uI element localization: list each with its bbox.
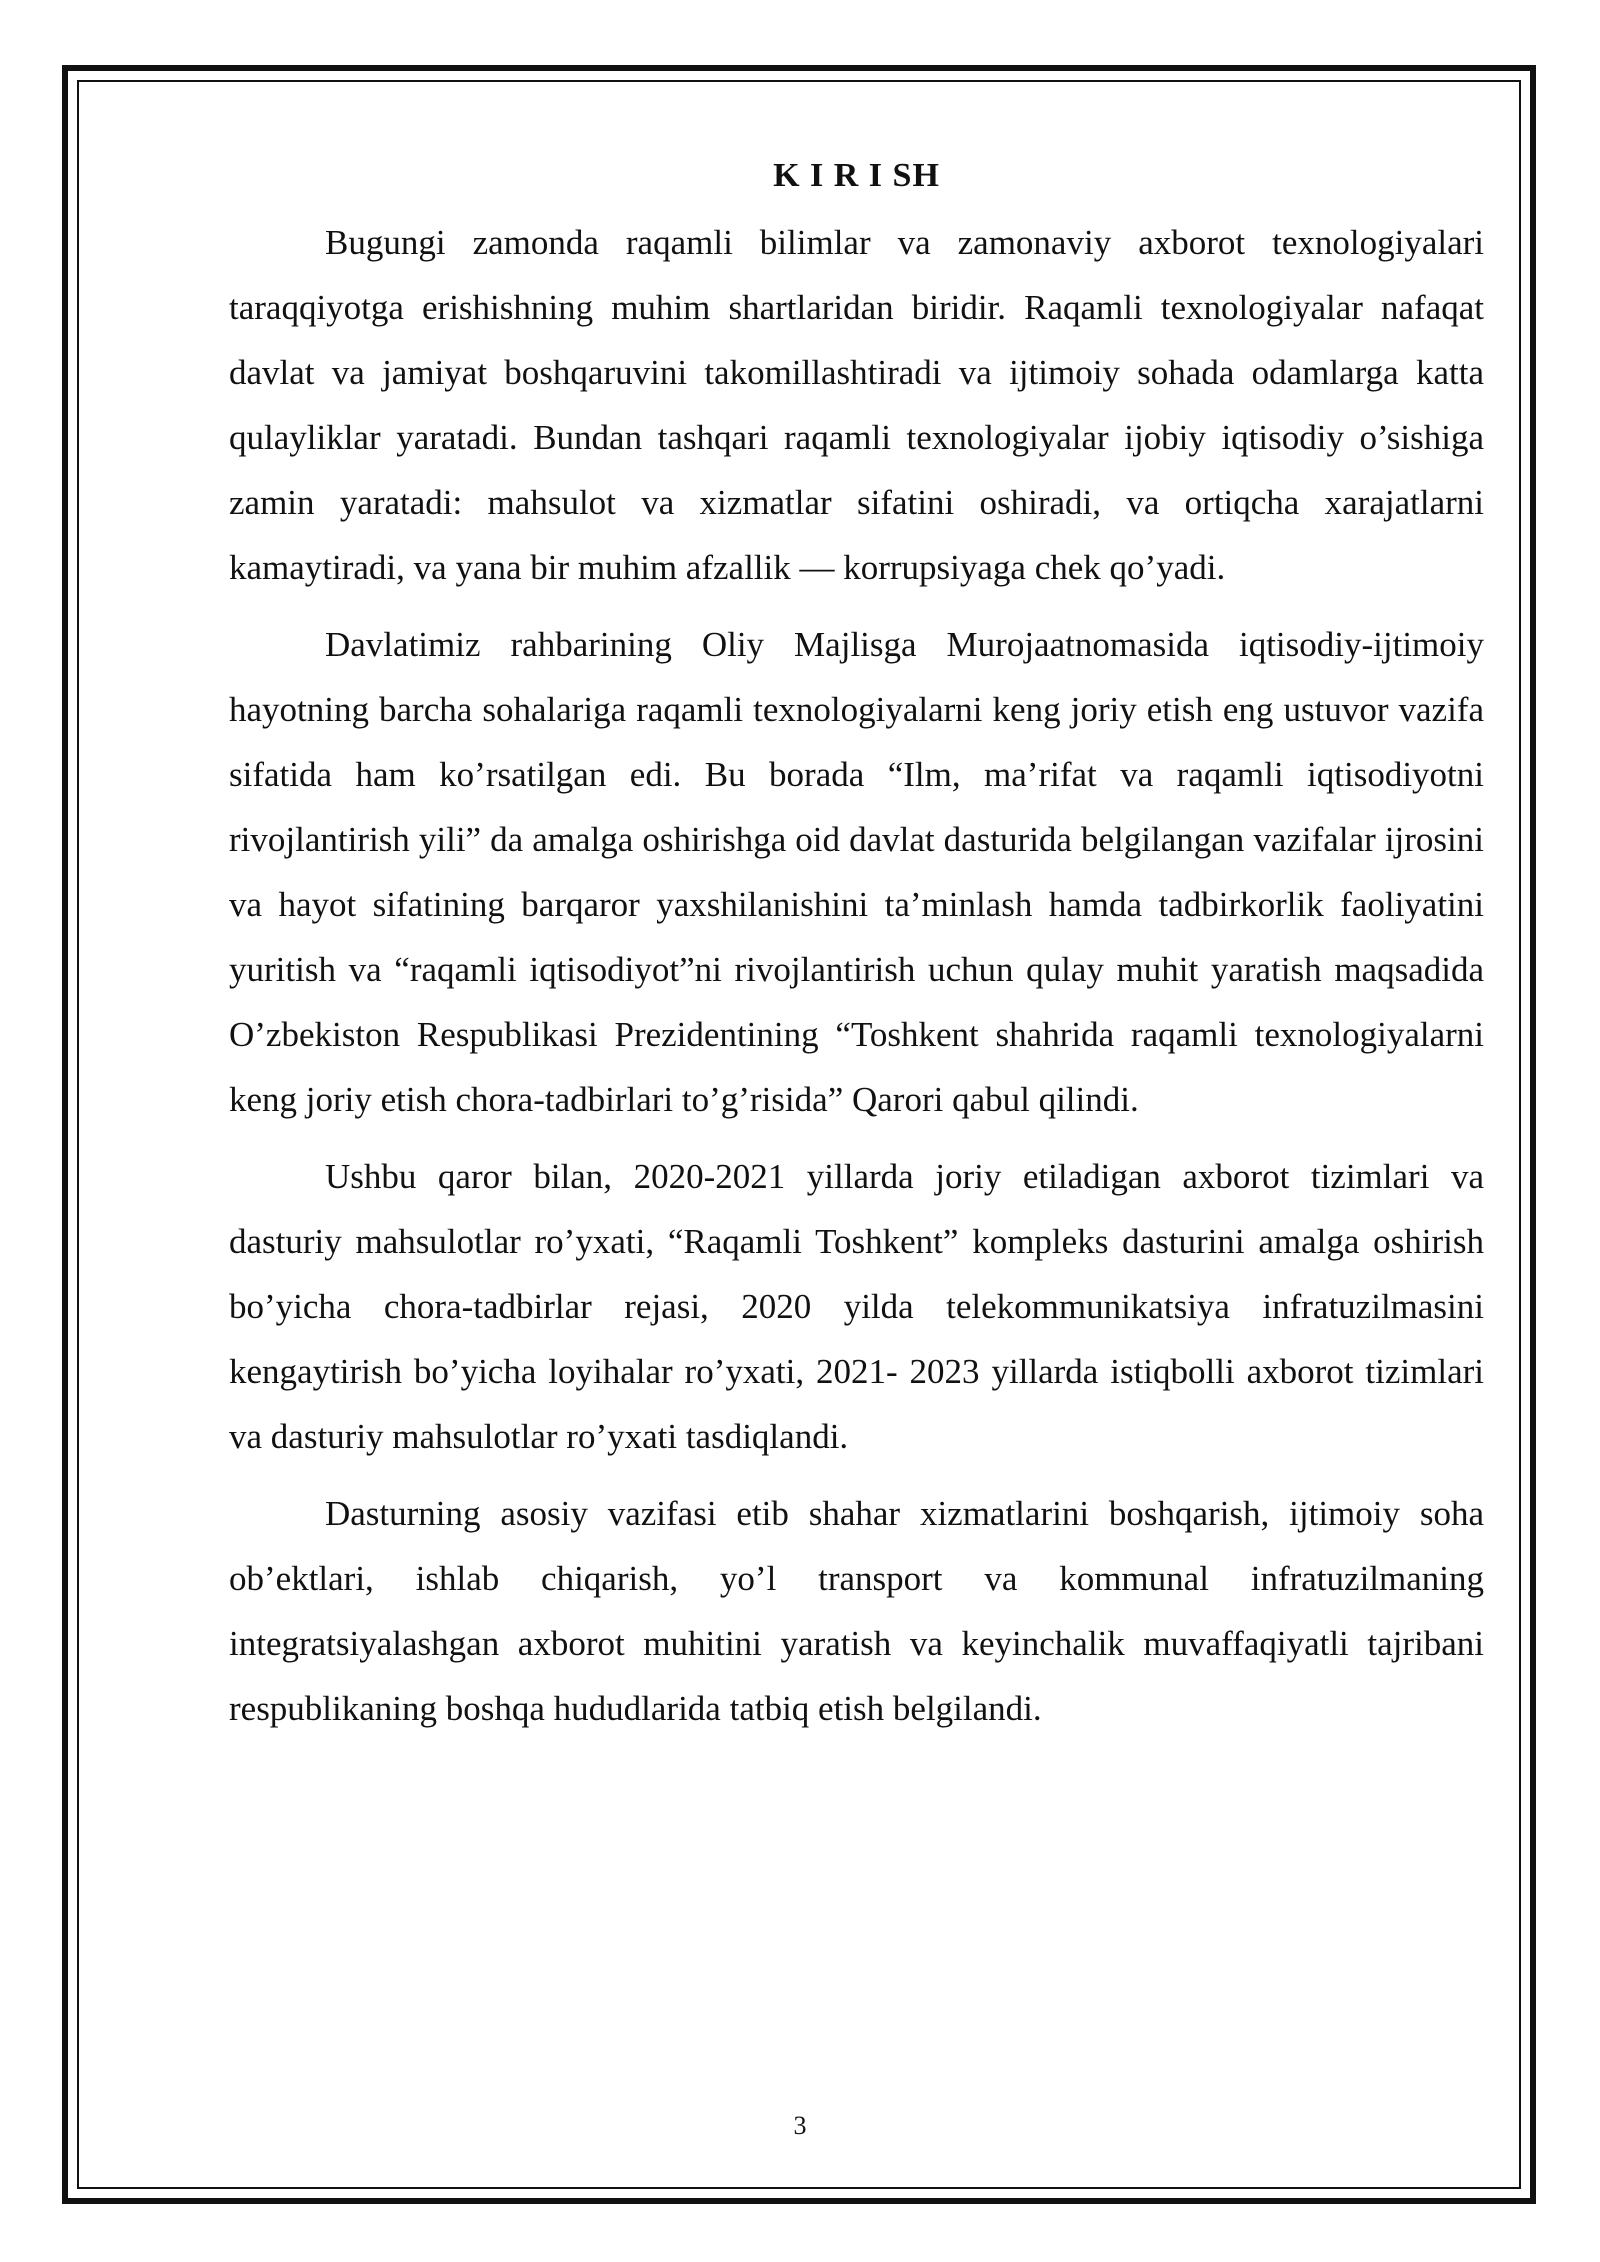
paragraph-2: Davlatimiz rahbarining Oliy Majlisga Murojaatnomasida iqtisodiy-ijtimoiy hayotning barcha sohalariga raqamli texnologiyalarni keng joriy etish eng ustuvor vazifa sifatida ham ko’rsatilgan edi. Bu borada “Ilm, ma’rifat va raqamli iqtisodiyotni rivojlantirish yili” da amalga oshirishga oid davlat dasturida belgilangan vazifalar ijrosini va hayot sifatining barqaror yaxshilanishini ta’minlash hamda tadbirkorlik faoliyatini yuritish va “raqamli iqtisodiyot”ni rivojlantirish uchun qulay muhit yaratish maqsadida O’zbekiston Respublikasi Prezidentining “Toshkent shahrida raqamli texnologiyalarni keng joriy etish chora-tadbirlari to’g’risida” Qarori qabul qilindi. xyxy=(229,625,1484,1119)
document-title: K I R I SH xyxy=(773,157,940,194)
page-number: 3 xyxy=(793,2111,807,2140)
paragraph-3: Ushbu qaror bilan, 2020-2021 yillarda joriy etiladigan axborot tizimlari va dasturiy mahsulotlar ro’yxati, “Raqamli Toshkent” kompleks dasturini amalga oshirish bo’yicha chora-tadbirlar rejasi, 2020 yilda telekommunikatsiya infratuzilmasini kengaytirish bo’yicha loyihalar ro’yxati, 2021- 2023 yillarda istiqbolli axborot tizimlari va dasturiy mahsulotlar ro’yxati tasdiqlandi. xyxy=(229,1157,1484,1456)
document-body xyxy=(229,150,1484,1753)
paragraph-1: Bugungi zamonda raqamli bilimlar va zamonaviy axborot texnologiyalari taraqqiyotga erishishning muhim shartlaridan biridir. Raqamli texnologiyalar nafaqat davlat va jamiyat boshqaruvini takomillashtiradi va ijtimoiy sohada odamlarga katta qulayliklar yaratadi. Bundan tashqari raqamli texnologiyalar ijobiy iqtisodiy o’sishiga zamin yaratadi: mahsulot va xizmatlar sifatini oshiradi, va ortiqcha xarajatlarni kamaytiradi, va yana bir muhim afzallik — korrupsiyaga chek qo’yadi. xyxy=(229,223,1484,587)
paragraph-4: Dasturning asosiy vazifasi etib shahar xizmatlarini boshqarish, ijtimoiy soha ob’ektlari, ishlab chiqarish, yo’l transport va kommunal infratuzilmaning integratsiyalashgan axborot muhitini yaratish va keyinchalik muvaffaqiyatli tajribani respublikaning boshqa hududlarida tatbiq etish belgilandi. xyxy=(229,1494,1484,1728)
